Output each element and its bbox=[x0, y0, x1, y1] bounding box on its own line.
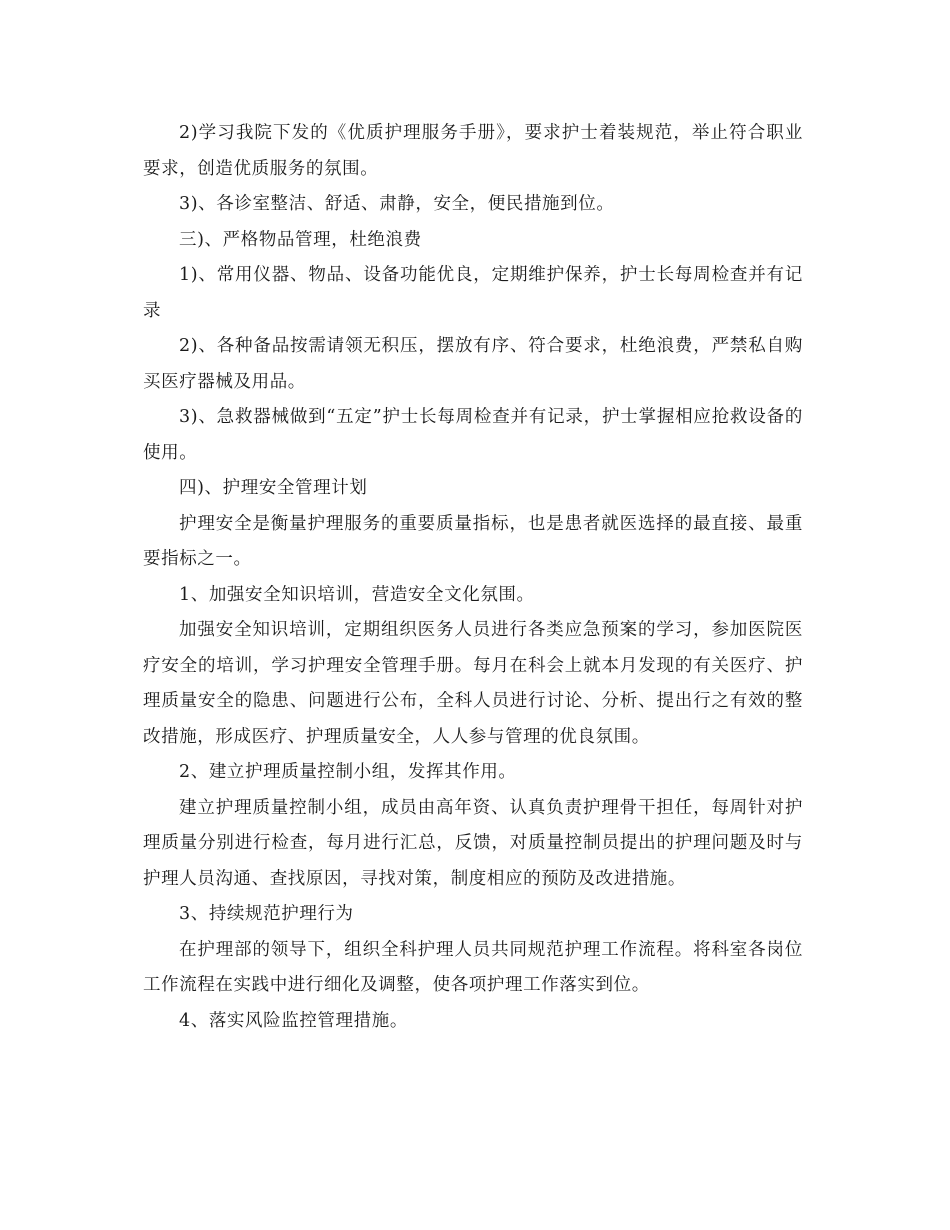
paragraph: 2)学习我院下发的《优质护理服务手册》，要求护士着装规范，举止符合职业要求，创造优质服务的氛围。 bbox=[143, 123, 803, 179]
paragraph: 3)、急救器械做到“五定”护士长每周检查并有记录，护士掌握相应抢救设备的使用。 bbox=[143, 407, 803, 463]
paragraph: 在护理部的领导下，组织全科护理人员共同规范护理工作流程。将科室各岗位工作流程在实践中进行细化及调整，使各项护理工作落实到位。 bbox=[143, 939, 803, 995]
paragraph: 建立护理质量控制小组，成员由高年资、认真负责护理骨干担任，每周针对护理质量分别进行检查，每月进行汇总，反馈，对质量控制员提出的护理问题及时与护理人员沟通、查找原因，寻找对策，制度相应的预防及改进措施。 bbox=[143, 797, 803, 889]
section-heading: 四)、护理安全管理计划 bbox=[179, 478, 368, 498]
paragraph: 加强安全知识培训，定期组织医务人员进行各类应急预案的学习，参加医院医疗安全的培训，学习护理安全管理手册。每月在科会上就本月发现的有关医疗、护理质量安全的隐患、问题进行公布，全科人员进行讨论、分析、提出行之有效的整改措施，形成医疗、护理质量安全，人人参与管理的优良氛围。 bbox=[143, 620, 803, 747]
subsection-heading: 3、持续规范护理行为 bbox=[179, 904, 354, 924]
section-heading: 三)、严格物品管理，杜绝浪费 bbox=[179, 229, 422, 250]
paragraph: 1)、常用仪器、物品、设备功能优良，定期维护保养，护士长每周检查并有记录 bbox=[143, 265, 803, 321]
paragraph: 2)、各种备品按需请领无积压，摆放有序、符合要求，杜绝浪费，严禁私自购买医疗器械及用品。 bbox=[143, 336, 803, 392]
subsection-heading: 1、加强安全知识培训，营造安全文化氛围。 bbox=[179, 584, 535, 605]
paragraph: 护理安全是衡量护理服务的重要质量指标，也是患者就医选择的最直接、最重要指标之一。 bbox=[143, 513, 803, 569]
paragraph: 3)、各诊室整洁、舒适、肃静，安全，便民措施到位。 bbox=[179, 194, 615, 214]
subsection-heading: 4、落实风险监控管理措施。 bbox=[179, 1010, 408, 1031]
subsection-heading: 2、建立护理质量控制小组，发挥其作用。 bbox=[179, 762, 517, 782]
document-body bbox=[143, 116, 803, 1039]
